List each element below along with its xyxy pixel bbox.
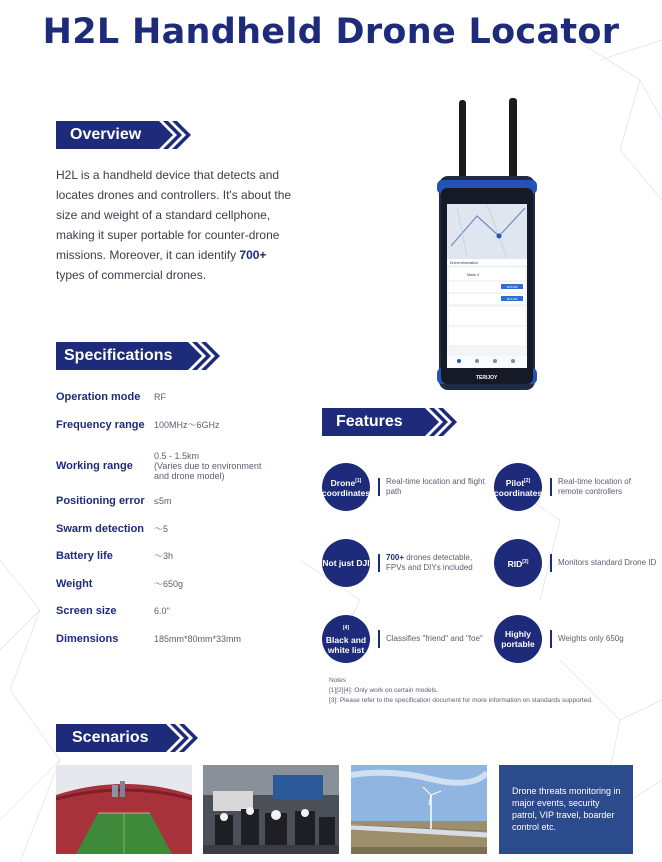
- features-heading: [322, 408, 471, 436]
- spec-row: Swarm detection ～5: [56, 523, 169, 535]
- features-heading-label: Features: [322, 408, 411, 436]
- specifications-heading: [56, 342, 228, 370]
- stadium-photo: [56, 765, 192, 854]
- spec-row: Dimensions 185mm*80mm*33mm: [56, 633, 242, 645]
- footnotes: Notes [1][2][4]: Only work on certain models. [3]: Please refer to the specification document for more information on standards supported.: [329, 677, 593, 704]
- stripes-icon: [180, 342, 228, 370]
- motorcade-photo: [203, 765, 339, 854]
- border-fence-photo: [351, 765, 487, 854]
- feature-highly-portable: Highly portable Weights only 650g: [494, 615, 658, 663]
- spec-row: Frequency range 100MHz～6GHz: [56, 419, 220, 431]
- overview-text: H2L is a handheld device that detects and locates drones and controllers. It's about the size and weight of a standard cellphone, making it super portable for counter-drone missions. Moreover, it can identify 700+ types of commercial drones.: [56, 168, 292, 282]
- stripes-icon: [411, 408, 471, 436]
- device-drone-model: Mavic 3: [467, 273, 480, 277]
- device-brand: TERIJOY: [476, 375, 498, 381]
- device-photo: [437, 96, 537, 392]
- feature-pilot-coordinates: Pilot[2] coordinates Real-time location of remote controllers: [494, 463, 658, 511]
- spec-row: Operation mode RF: [56, 391, 166, 403]
- device-route-button: ROUTE: [507, 285, 518, 289]
- spec-row: Screen size 6.0'': [56, 605, 170, 617]
- feature-not-just-dji: Not just DJI 700+ drones detectable, FPVs and DIYs included: [322, 539, 486, 587]
- spec-row: Weight ～650g: [56, 578, 184, 590]
- spec-row: Working range 0.5 - 1.5km (Varies due to environment and drone model): [56, 451, 262, 481]
- device-screen-title: Drone information: [450, 261, 478, 265]
- spec-row: Battery life ～3h: [56, 550, 174, 562]
- overview-heading-label: Overview: [56, 121, 149, 149]
- spec-row: Positioning error ≤5m: [56, 495, 172, 507]
- feature-rid: RID[3] Monitors standard Drone ID: [494, 539, 658, 587]
- feature-black-white-list: [4] Black and white list Classifies "friend" and "foe": [322, 615, 486, 663]
- overview-heading: [56, 121, 201, 149]
- scenarios-description: Drone threats monitoring in major events, security patrol, VIP travel, boarder control etc.: [499, 765, 633, 854]
- scenarios-heading: [56, 724, 204, 752]
- page-title: H2L Handheld Drone Locator: [42, 12, 620, 52]
- device-route-button: ROUTE: [507, 297, 518, 301]
- stripes-icon: [149, 121, 201, 149]
- scenarios-heading-label: Scenarios: [56, 724, 158, 752]
- specifications-heading-label: Specifications: [56, 342, 180, 370]
- stripes-icon: [158, 724, 204, 752]
- feature-drone-coordinates: Drone[1] coordinates Real-time location and flight path: [322, 463, 486, 511]
